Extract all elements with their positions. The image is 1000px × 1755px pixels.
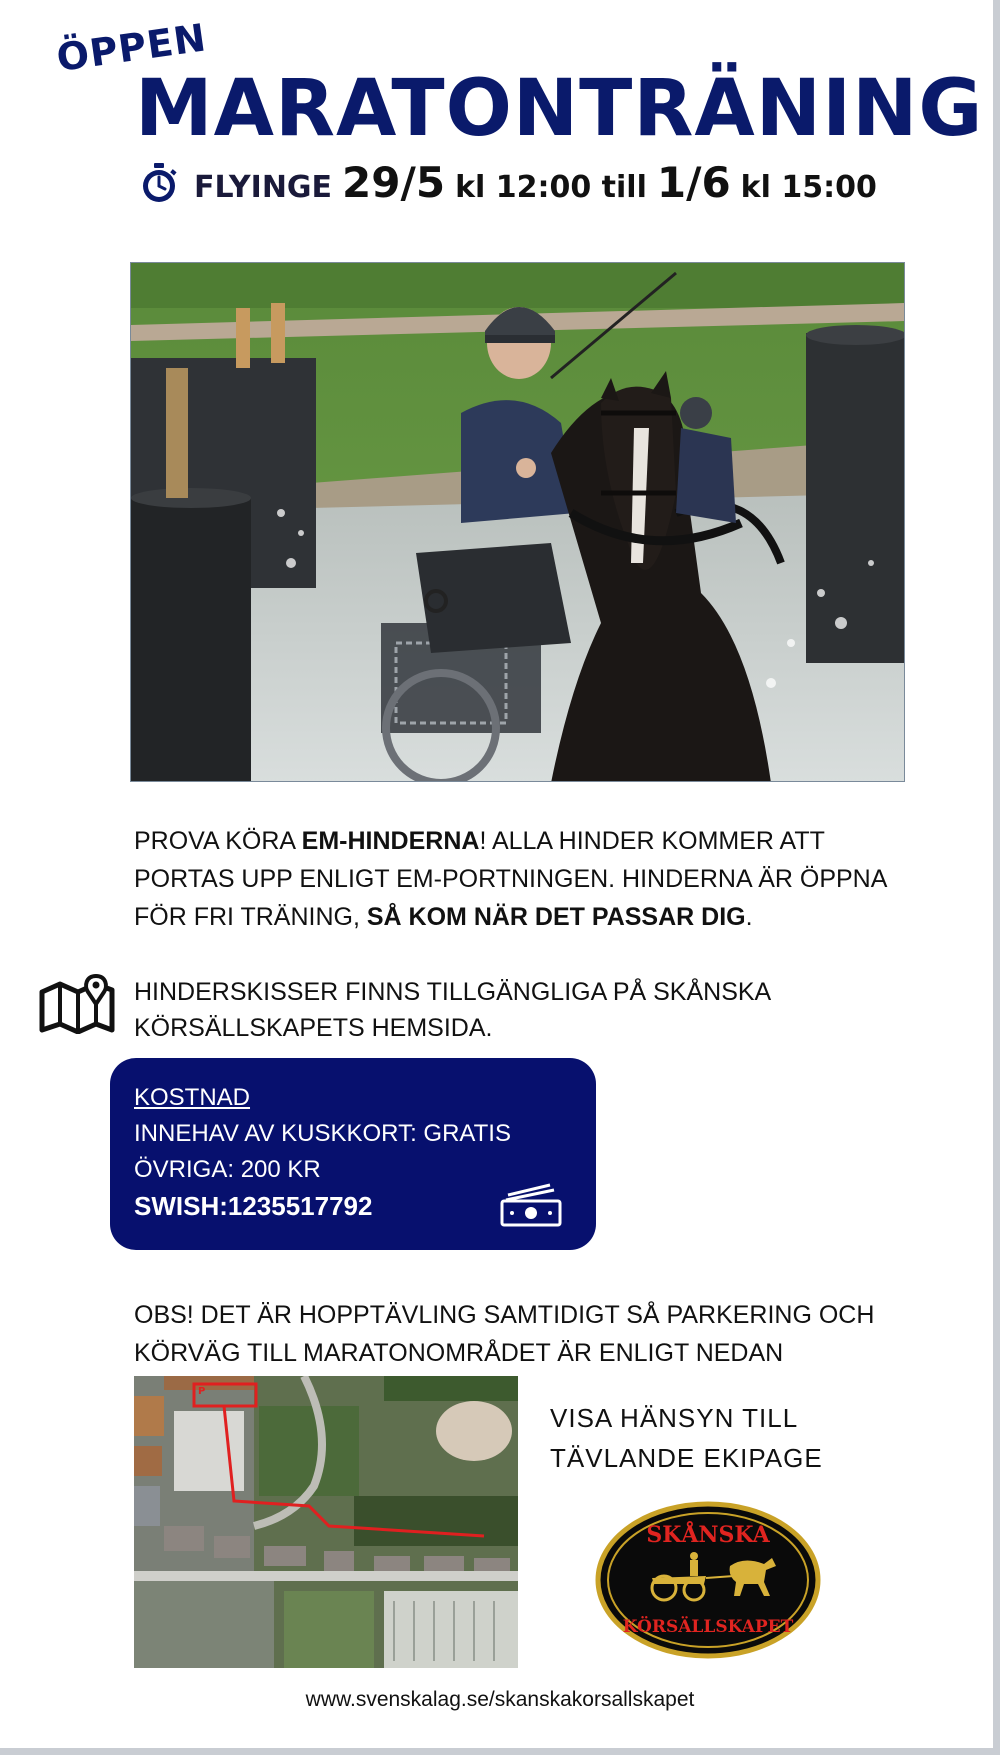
page-bottom-edge bbox=[0, 1748, 1000, 1755]
intro-bold-2: SÅ KOM NÄR DET PASSAR DIG bbox=[366, 903, 746, 931]
intro-paragraph bbox=[134, 822, 894, 936]
cash-icon bbox=[500, 1183, 562, 1227]
cost-line-license: INNEHAV AV KUSKKORT: GRATIS bbox=[134, 1120, 511, 1147]
carriage-driver-illustration bbox=[131, 263, 905, 782]
end-date: 1/6 bbox=[656, 158, 731, 207]
map-pin-icon bbox=[38, 974, 116, 1034]
swish-number: SWISH:1235517792 bbox=[134, 1191, 373, 1221]
respect-line-1: VISA HÄNSYN TILL bbox=[550, 1403, 799, 1433]
club-logo bbox=[594, 1500, 822, 1660]
end-time: kl 15:00 bbox=[740, 170, 877, 205]
place-text: FLYINGE bbox=[194, 170, 333, 205]
parking-route-map bbox=[134, 1376, 518, 1668]
intro-text-2: ! ALLA HINDER KOMMER ATT PORTAS UPP ENLIGT EM-PORTNINGEN. HINDERNA ÄR ÖPPNA FÖR FRI TRÄNING, bbox=[134, 827, 887, 931]
cost-line-others: ÖVRIGA: 200 KR bbox=[134, 1156, 321, 1183]
footer-url[interactable]: www.svenskalag.se/skanskakorsallskapet bbox=[305, 1688, 695, 1711]
respect-line-2: TÄVLANDE EKIPAGE bbox=[550, 1443, 823, 1473]
start-time: kl 12:00 till bbox=[455, 170, 647, 205]
aerial-map bbox=[134, 1376, 518, 1668]
cost-heading: KOSTNAD bbox=[134, 1084, 251, 1111]
stopwatch-icon bbox=[140, 162, 178, 204]
logo-bottom-text: KÖRSÄLLSKAPET bbox=[622, 1617, 794, 1637]
start-date: 29/5 bbox=[342, 158, 446, 207]
intro-bold-1: EM-HINDERNA bbox=[301, 827, 480, 855]
map-parking-label: P bbox=[198, 1386, 206, 1397]
hero-photo bbox=[130, 262, 905, 782]
date-line bbox=[140, 158, 877, 207]
respect-note bbox=[550, 1398, 823, 1478]
logo-top-text: SKÅNSKA bbox=[646, 1522, 770, 1548]
intro-text-1: PROVA KÖRA bbox=[134, 827, 302, 855]
page-title: MARATONTRÄNING bbox=[135, 64, 984, 154]
intro-text-3: . bbox=[745, 903, 753, 931]
kicker-text: ÖPPEN bbox=[53, 15, 210, 80]
parking-notice: OBS! DET ÄR HOPPTÄVLING SAMTIDIGT SÅ PARKERING OCH KÖRVÄG TILL MARATONOMRÅDET ÄR ENLIGT NEDAN bbox=[134, 1301, 875, 1367]
sketch-hint: HINDERSKISSER FINNS TILLGÄNGLIGA PÅ SKÅNSKA KÖRSÄLLSKAPETS HEMSIDA. bbox=[134, 978, 770, 1042]
page-edge bbox=[993, 0, 1000, 1755]
